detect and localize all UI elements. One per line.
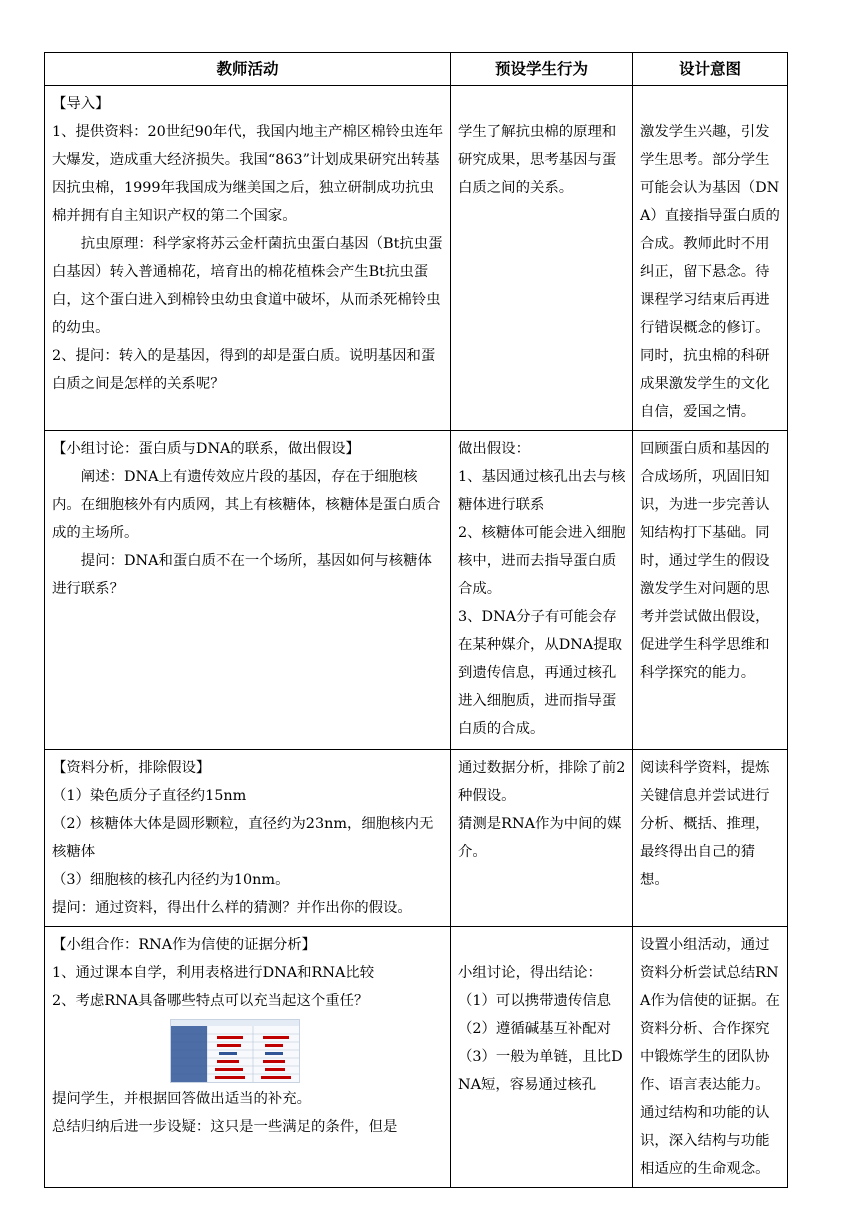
header-design-intent: 设计意图: [633, 53, 788, 86]
paragraph: 1、通过课本自学，利用表格进行DNA和RNA比较: [52, 965, 375, 981]
student-cell: [451, 927, 633, 1188]
paragraph: 学生了解抗虫棉的原理和研究成果，思考基因与蛋白质之间的关系。: [458, 124, 617, 196]
student-cell: [451, 86, 633, 431]
intent-cell: [633, 750, 788, 927]
section-heading: 【资料分析，排除假设】: [52, 760, 211, 776]
paragraph: 做出假设：: [458, 441, 530, 457]
paragraph: （2）遵循碱基互补配对: [458, 1021, 612, 1037]
intent-cell: [633, 86, 788, 431]
table-row: [45, 750, 788, 927]
intent-cell: [633, 431, 788, 750]
paragraph: 通过数据分析，排除了前2种假设。: [458, 760, 626, 804]
paragraph: 阅读科学资料，提炼关键信息并尝试进行分析、概括、推理，最终得出自己的猜想。: [640, 760, 770, 888]
section-heading: 【小组合作：RNA作为信使的证据分析】: [52, 937, 317, 953]
paragraph: 猜测是RNA作为中间的媒介。: [458, 816, 622, 860]
paragraph: 2、核糖体可能会进入细胞核中，进而去指导蛋白质合成。: [458, 525, 626, 597]
intent-cell: [633, 927, 788, 1188]
table-row: [45, 86, 788, 431]
section-heading: 【导入】: [52, 96, 110, 112]
paragraph: 提问：DNA和蛋白质不在一个场所，基因如何与核糖体进行联系？: [52, 553, 432, 597]
table-row: [45, 431, 788, 750]
student-cell: [451, 431, 633, 750]
teacher-cell: [45, 86, 451, 431]
paragraph: 2、考虑RNA具备哪些特点可以充当起这个重任？: [52, 993, 369, 1009]
lesson-plan-table: [44, 52, 788, 1188]
paragraph: （1）染色质分子直径约15nm: [52, 788, 247, 804]
paragraph: 提问学生，并根据回答做出适当的补充。: [52, 1091, 312, 1107]
paragraph: 设置小组活动，通过资料分析尝试总结RNA作为信使的证据。在资料分析、合作探究中锻炼学生的团队协作、语言表达能力。通过结构和功能的认识，深入结构与功能相适应的生命观念。: [640, 937, 780, 1177]
header-row: [45, 53, 788, 86]
paragraph: 1、基因通过核孔出去与核糖体进行联系: [458, 469, 626, 513]
header-student-behavior: 预设学生行为: [451, 53, 633, 86]
paragraph: （3）一般为单链，且比DNA短，容易通过核孔: [458, 1049, 623, 1093]
teacher-cell: [45, 927, 451, 1188]
paragraph: 3、DNA分子有可能会存在某种媒介，从DNA提取到遗传信息，再通过核孔进入细胞质，进而指导蛋白质的合成。: [458, 609, 623, 737]
paragraph: 同时，抗虫棉的科研成果激发学生的文化自信，爱国之情。: [640, 348, 770, 420]
paragraph: 总结归纳后进一步设疑：这只是一些满足的条件，但是: [52, 1119, 398, 1135]
paragraph: （1）可以携带遗传信息: [458, 993, 612, 1009]
header-teacher-activity: 教师活动: [45, 53, 451, 86]
paragraph: 阐述：DNA上有遗传效应片段的基因，存在于细胞核内。在细胞核外有内质网，其上有核糖体，核糖体是蛋白质合成的主场所。: [52, 469, 441, 541]
section-heading: 【小组讨论：蛋白质与DNA的联系，做出假设】: [52, 441, 360, 457]
paragraph: 2、提问：转入的是基因，得到的却是蛋白质。说明基因和蛋白质之间是怎样的关系呢？: [52, 348, 436, 392]
paragraph: 小组讨论，得出结论：: [458, 965, 602, 981]
student-cell: [451, 750, 633, 927]
table-row: [45, 927, 788, 1188]
dna-rna-comparison-table-image: [170, 1019, 300, 1083]
teacher-cell: [45, 750, 451, 927]
paragraph: （3）细胞核的核孔内径约为10nm。: [52, 872, 290, 888]
paragraph: （2）核糖体大体是圆形颗粒，直径约为23nm，细胞核内无核糖体: [52, 816, 434, 860]
paragraph: 抗虫原理：科学家将苏云金杆菌抗虫蛋白基因（Bt抗虫蛋白基因）转入普通棉花，培育出的棉花植株会产生Bt抗虫蛋白，这个蛋白进入到棉铃虫幼虫食道中破坏，从而杀死棉铃虫的幼虫。: [52, 236, 443, 336]
paragraph: 激发学生兴趣，引发学生思考。部分学生可能会认为基因（DNA）直接指导蛋白质的合成。教师此时不用纠正，留下悬念。待课程学习结束后再进行错误概念的修订。: [640, 124, 780, 336]
teacher-cell: [45, 431, 451, 750]
paragraph: 回顾蛋白质和基因的合成场所，巩固旧知识，为进一步完善认知结构打下基础。同时，通过学生的假设激发学生对问题的思考并尝试做出假设，促进学生科学思维和科学探究的能力。: [640, 441, 770, 681]
paragraph: 1、提供资料：20世纪90年代，我国内地主产棉区棉铃虫连年大爆发，造成重大经济损失。我国“863”计划成果研究出转基因抗虫棉，1999年我国成为继美国之后，独立研制成功抗虫棉并拥有自主知识产权的第二个国家。: [52, 124, 444, 224]
paragraph: 提问：通过资料，得出什么样的猜测？并作出你的假设。: [52, 900, 412, 916]
